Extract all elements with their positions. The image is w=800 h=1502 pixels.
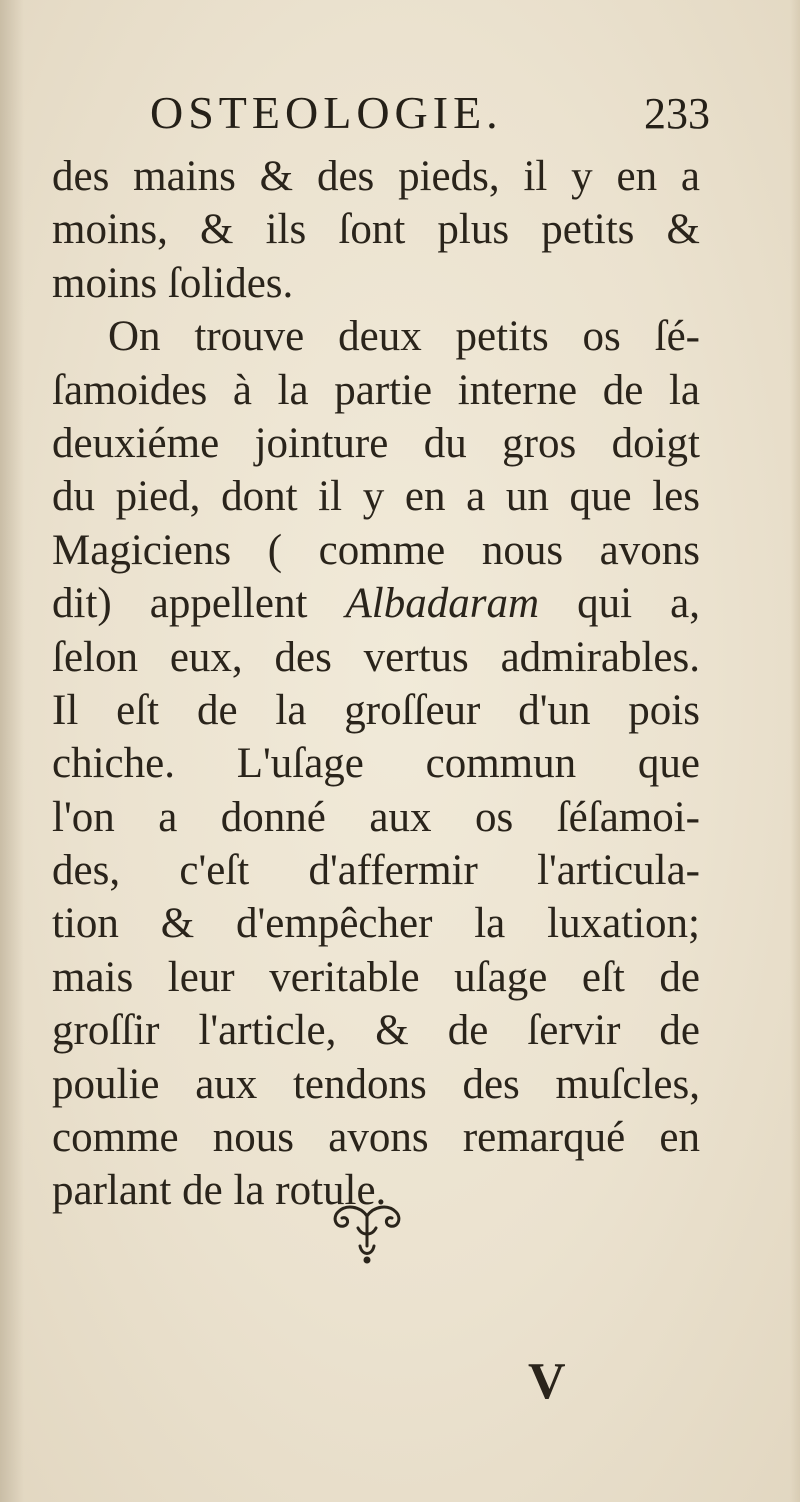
text-line: chiche. L'uſage commun que (52, 740, 700, 788)
text-line: Il eſt de la groſſeur d'un pois (52, 686, 700, 734)
page-number: 233 (644, 89, 710, 138)
text-line: ſelon eux, des vertus admirables. (52, 633, 700, 681)
running-head: OSTEOLOGIE. (150, 87, 503, 138)
text-line: comme nous avons remarqué en (52, 1114, 700, 1162)
text-line: deuxiéme jointure du gros doigt (52, 419, 700, 467)
text-line: moins, & ils ſont plus petits & (52, 206, 700, 254)
signature-mark: V (528, 1353, 566, 1410)
page-edge (790, 0, 800, 1502)
text-line: ſamoides à la partie interne de la (52, 366, 700, 414)
text-segment: dit) appellent (52, 580, 308, 628)
text-line: des, c'eſt d'affermir l'articula- (52, 847, 700, 895)
italic-term: Albadaram (345, 580, 540, 628)
text-line: tion & d'empêcher la luxation; (52, 900, 700, 948)
text-line: Magiciens ( comme nous avons (52, 526, 700, 574)
text-line: mais leur veritable uſage eſt de (52, 953, 700, 1001)
text-line-with-italic (52, 577, 700, 630)
text-line: On trouve deux petits os ſé- (108, 313, 700, 361)
text-segment: qui a, (577, 580, 701, 628)
text-line: poulie aux tendons des muſcles, (52, 1060, 700, 1108)
fleuron-ornament-icon (322, 1198, 412, 1268)
gutter-shadow (0, 0, 24, 1502)
text-line: moins ſolides. (52, 259, 294, 307)
body-text (52, 150, 700, 1218)
text-line: des mains & des pieds, il y en a (52, 153, 700, 200)
text-line: du pied, dont il y en a un que les (52, 473, 700, 521)
text-line: groſſir l'article, & de ſervir de (52, 1007, 700, 1055)
text-line: l'on a donné aux os ſéſamoi- (52, 793, 700, 841)
page-header (150, 86, 710, 146)
text-line: parlant de la rotule. (52, 1167, 387, 1215)
